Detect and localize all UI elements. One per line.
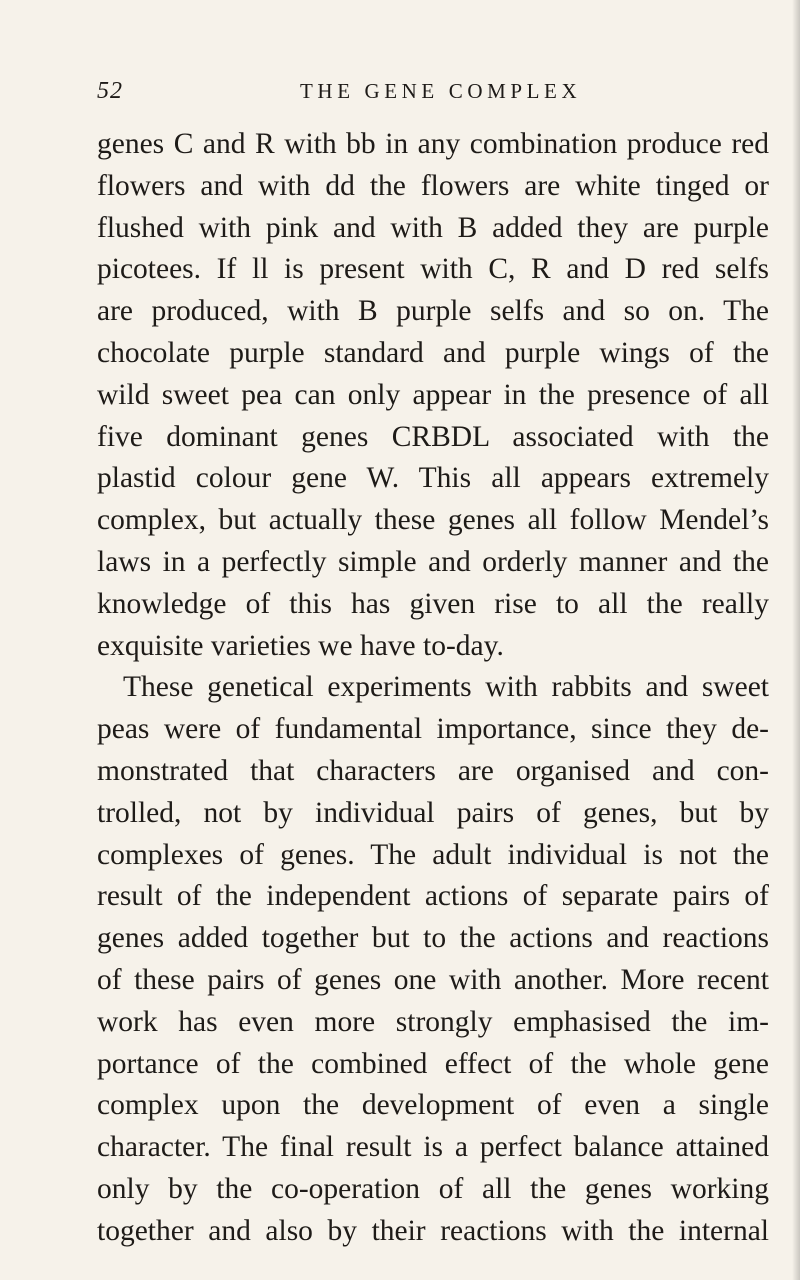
text-line: complex, but actually these genes all follow Mendel’s xyxy=(97,504,769,537)
text-line: character. The final result is a perfect balance attained xyxy=(97,1131,769,1164)
text-line: picotees. If ll is present with C, R and D red selfs xyxy=(97,253,769,286)
text-line: chocolate purple standard and purple wings of the xyxy=(97,336,769,369)
text-line: only by the co-operation of all the genes working xyxy=(97,1172,769,1205)
text-line: knowledge of this has given rise to all the really xyxy=(97,587,769,620)
text-line: are produced, with B purple selfs and so on. The xyxy=(97,295,769,328)
text-line: flushed with pink and with B added they are purple xyxy=(97,211,769,244)
text-line: plastid colour gene W. This all appears extremely xyxy=(97,462,769,495)
text-line: genes C and R with bb in any combination produce red xyxy=(97,128,769,160)
paragraph-end-line: exquisite varieties we have to-day. xyxy=(97,629,504,662)
text-line: result of the independent actions of separate pairs of xyxy=(97,880,769,913)
page-number: 52 xyxy=(97,78,123,104)
paragraph-start-line: These genetical experiments with rabbits and sweet xyxy=(123,671,769,704)
text-line: peas were of fundamental importance, since they de- xyxy=(97,713,769,746)
text-line: laws in a perfectly simple and orderly manner and the xyxy=(97,545,769,578)
page-edge-shadow xyxy=(792,0,800,1280)
text-line: genes added together but to the actions and reactions xyxy=(97,922,769,955)
text-line: monstrated that characters are organised and con- xyxy=(97,754,769,787)
text-line: together and also by their reactions with the internal xyxy=(97,1214,769,1247)
page-header xyxy=(97,78,769,112)
text-line: five dominant genes CRBDL associated with the xyxy=(97,420,769,453)
text-line: work has even more strongly emphasised the im- xyxy=(97,1005,769,1038)
body-text xyxy=(97,124,769,1253)
text-line: portance of the combined effect of the whole gene xyxy=(97,1047,769,1080)
text-line: wild sweet pea can only appear in the presence of all xyxy=(97,378,769,411)
running-head: THE GENE COMPLEX xyxy=(300,79,582,103)
text-line: of these pairs of genes one with another. More recent xyxy=(97,963,769,996)
text-line: complex upon the development of even a single xyxy=(97,1089,769,1122)
text-line: trolled, not by individual pairs of genes, but by xyxy=(97,796,769,829)
text-line: complexes of genes. The adult individual is not the xyxy=(97,838,769,871)
text-line: flowers and with dd the flowers are white tinged or xyxy=(97,169,769,202)
